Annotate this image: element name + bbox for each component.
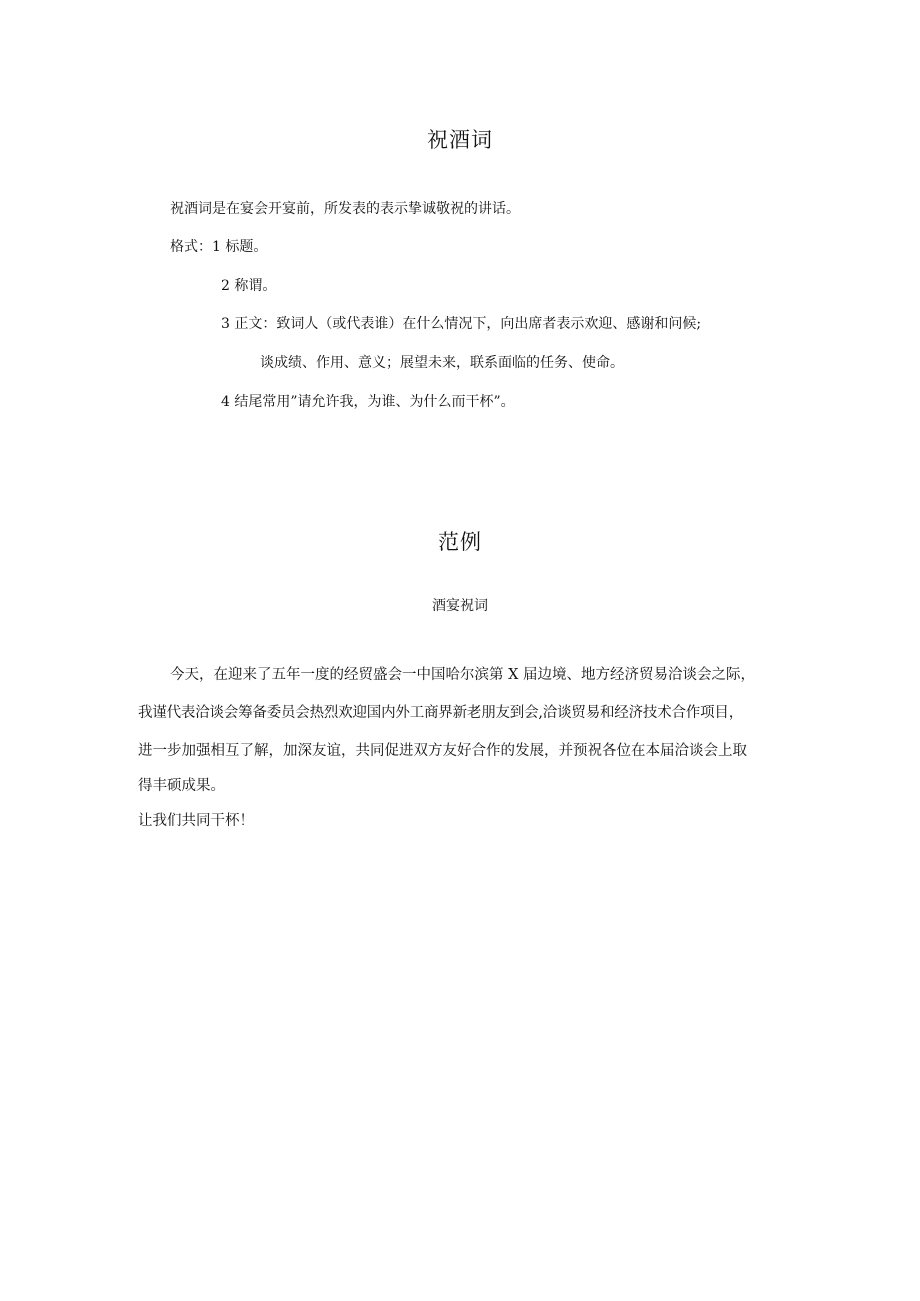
format-item-4: 4 结尾常用”请允许我，为谁、为什么而干杯”。 — [221, 394, 515, 410]
format-item-3-line2: 谈成绩、作用、意义；展望未来，联系面临的任务、使命。 — [260, 355, 624, 371]
paragraph-line: 进一步加强相互了解，加深友谊，共同促进双方友好合作的发展，并预祝各位在本届洽谈会上取 — [138, 743, 747, 759]
definition-text: 祝酒词是在宴会开宴前，所发表的表示挚诚敬祝的讲话。 — [170, 201, 520, 217]
section-title-example: 范例 — [438, 530, 482, 554]
format-item-3-line1: 3 正文：致词人（或代表谁）在什么情况下，向出席者表示欢迎、感谢和问候; — [221, 316, 702, 332]
format-label: 格式：1 标题。 — [170, 239, 268, 255]
closing-line: 让我们共同干杯！ — [138, 813, 254, 829]
example-subtitle: 酒宴祝词 — [432, 598, 488, 614]
paragraph-line: 我谨代表洽谈会筹备委员会热烈欢迎国内外工商界新老朋友到会,洽谈贸易和经济技术合作项目， — [138, 705, 744, 721]
format-item-2: 2 称谓。 — [221, 278, 277, 294]
section-title-toast: 祝酒词 — [427, 128, 493, 152]
paragraph-line: 今天，在迎来了五年一度的经贸盛会一中国哈尔滨第 X 届边境、地方经济贸易洽谈会之际， — [170, 667, 756, 683]
paragraph-line: 得丰硕成果。 — [138, 778, 225, 794]
